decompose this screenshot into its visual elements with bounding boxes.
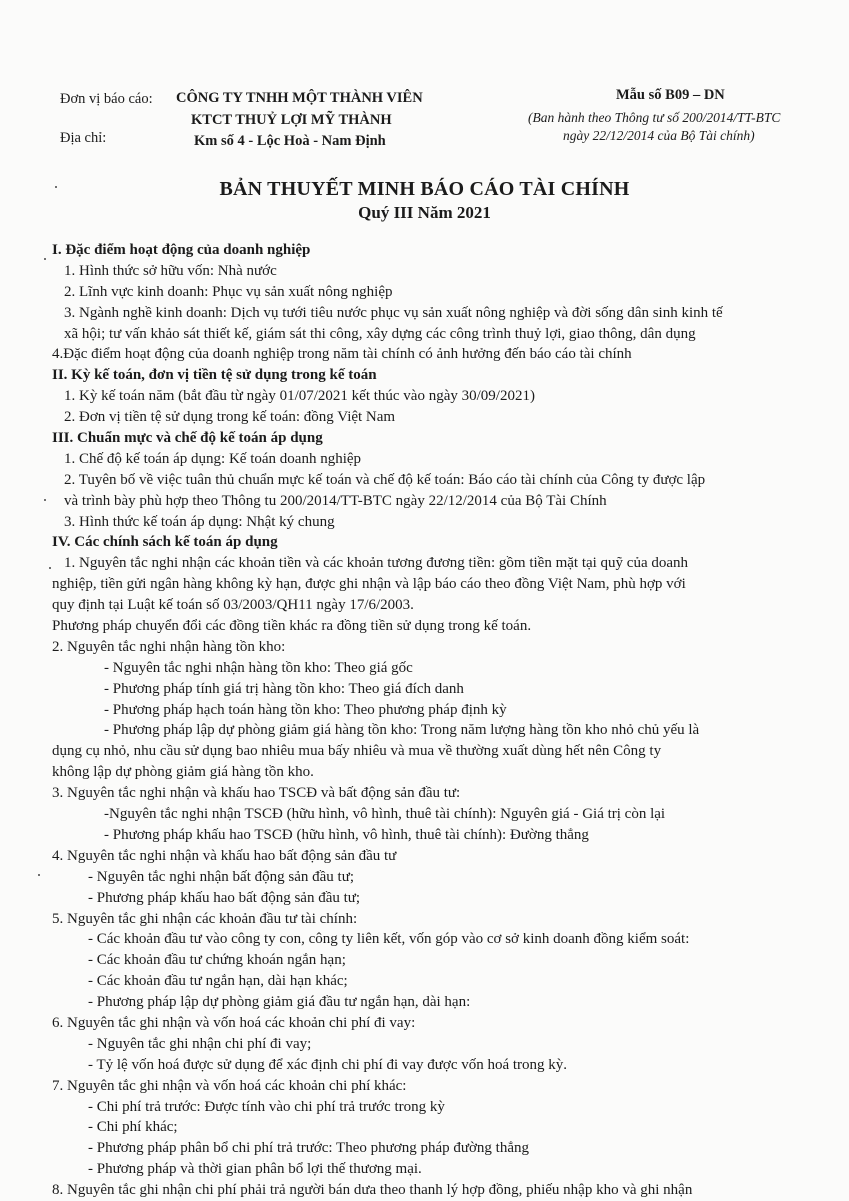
body-line: -Nguyên tắc nghi nhận TSCĐ (hữu hình, vô hình, thuê tài chính): Nguyên giá - Giá trị còn lại xyxy=(104,806,666,823)
body-line: 1. Nguyên tắc nghi nhận các khoản tiền và các khoản tương đương tiền: gồm tiền mặt tại quỹ của doanh xyxy=(64,555,689,572)
body-line: xã hội; tư vấn khảo sát thiết kế, giám sát thi công, xây dựng các công trình thuỷ lợi, giao thông, dân dụng xyxy=(64,325,696,342)
address-label: Địa chỉ: xyxy=(60,130,107,146)
issued-note-line2: ngày 22/12/2014 của Bộ Tài chính) xyxy=(563,128,755,143)
section-heading: I. Đặc điểm hoạt động của doanh nghiệp xyxy=(52,242,311,258)
body-line: dụng cụ nhỏ, nhu cầu sử dụng bao nhiêu mua bấy nhiêu và mua về thường xuất dùng hết nên Công ty xyxy=(52,743,662,760)
issued-note-line1: (Ban hành theo Thông tư số 200/2014/TT-BTC xyxy=(528,110,781,125)
section-heading: IV. Các chính sách kế toán áp dụng xyxy=(52,534,278,551)
body-line: 3. Ngành nghề kinh doanh: Dịch vụ tưới tiêu nước phục vụ sản xuất nông nghiệp và đời sống dân sinh kinh tế xyxy=(64,304,723,321)
document-period: Quý III Năm 2021 xyxy=(358,203,491,222)
scan-speck xyxy=(44,258,46,260)
body-line: 1. Hình thức sở hữu vốn: Nhà nước xyxy=(64,262,277,279)
company-name-line1: CÔNG TY TNHH MỘT THÀNH VIÊN xyxy=(176,90,423,106)
body-line: - Phương pháp phân bổ chi phí trả trước: Theo phương pháp đường thẳng xyxy=(88,1140,529,1157)
body-line: - Phương pháp và thời gian phân bổ lợi thế thương mại. xyxy=(88,1161,422,1178)
body-line: - Phương pháp khấu hao bất động sản đầu tư; xyxy=(88,889,361,906)
document-body xyxy=(52,240,792,1201)
scan-speck xyxy=(38,874,40,876)
body-line: 3. Hình thức kế toán áp dụng: Nhật ký chung xyxy=(64,513,335,530)
section-heading: II. Kỳ kế toán, đơn vị tiền tệ sử dụng trong kế toán xyxy=(52,367,377,384)
body-line: - Phương pháp hạch toán hàng tồn kho: Theo phương pháp định kỳ xyxy=(104,701,507,718)
body-line: 1. Chế độ kế toán áp dụng: Kế toán doanh nghiệp xyxy=(64,450,362,467)
body-line: 3. Nguyên tắc nghi nhận và khấu hao TSCĐ và bất động sản đầu tư: xyxy=(52,785,461,802)
body-line: - Các khoản đầu tư ngắn hạn, dài hạn khác; xyxy=(88,973,348,990)
scan-speck xyxy=(49,567,51,569)
body-line: - Tỷ lệ vốn hoá được sử dụng để xác định chi phí đi vay được vốn hoá trong kỳ. xyxy=(88,1056,568,1073)
body-line: - Các khoản đầu tư chứng khoán ngắn hạn; xyxy=(88,952,346,969)
body-line: - Nguyên tắc nghi nhận bất động sản đầu tư; xyxy=(88,868,354,885)
body-line: 4. Nguyên tắc nghi nhận và khấu hao bất động sản đầu tư xyxy=(52,847,397,864)
body-line: - Chi phí khác; xyxy=(88,1119,178,1136)
body-line: 2. Tuyên bố về việc tuân thủ chuẩn mực kế toán và chế độ kế toán: Báo cáo tài chính của Công ty được lập xyxy=(64,471,706,488)
company-name-line2: KTCT THUỶ LỢI MỸ THÀNH xyxy=(191,112,392,128)
body-line: không lập dự phòng giảm giá hàng tồn kho. xyxy=(52,764,314,781)
scan-speck xyxy=(55,186,57,188)
body-line: Phương pháp chuyển đổi các đồng tiền khác ra đồng tiền sử dụng trong kế toán. xyxy=(52,618,532,635)
body-line: và trình bày phù hợp theo Thông tu 200/2014/TT-BTC ngày 22/12/2014 của Bộ Tài Chính xyxy=(64,492,607,509)
body-line: - Phương pháp lập dự phòng giảm giá đầu tư ngắn hạn, dài hạn: xyxy=(88,994,471,1011)
body-line: - Phương pháp lập dự phòng giảm giá hàng tồn kho: Trong năm lượng hàng tồn kho nhỏ chủ yếu là xyxy=(104,722,700,739)
body-line: 2. Đơn vị tiền tệ sử dụng trong kế toán: đồng Việt Nam xyxy=(64,409,396,426)
body-line: 6. Nguyên tắc ghi nhận và vốn hoá các khoản chi phí đi vay: xyxy=(52,1014,416,1031)
unit-label: Đơn vị báo cáo: xyxy=(60,91,153,107)
scan-speck xyxy=(44,499,46,501)
body-line: 8. Nguyên tắc ghi nhận chi phí phải trả người bán dưa theo thanh lý hợp đồng, phiếu nhập kho và ghi nhận xyxy=(52,1182,693,1199)
body-line: - Nguyên tắc ghi nhận chi phí đi vay; xyxy=(88,1035,312,1052)
section-heading: III. Chuẩn mực và chế độ kế toán áp dụng xyxy=(52,430,323,447)
body-line: 7. Nguyên tắc ghi nhận và vốn hoá các khoản chi phí khác: xyxy=(52,1077,407,1094)
document-title: BẢN THUYẾT MINH BÁO CÁO TÀI CHÍNH xyxy=(219,178,630,200)
body-line: - Phương pháp tính giá trị hàng tồn kho: Theo giá đích danh xyxy=(104,680,464,697)
body-line: 5. Nguyên tắc ghi nhận các khoản đầu tư tài chính: xyxy=(52,910,358,927)
body-line: quy định tại Luật kế toán số 03/2003/QH11 ngày 17/6/2003. xyxy=(52,597,414,614)
body-line: 4.Đặc điểm hoạt động của doanh nghiệp trong năm tài chính có ảnh hưởng đến báo cáo tài chính xyxy=(52,346,632,363)
body-line: - Nguyên tắc nghi nhận hàng tồn kho: Theo giá gốc xyxy=(104,659,413,676)
address-value: Km số 4 - Lộc Hoà - Nam Định xyxy=(194,133,386,149)
body-line: nghiệp, tiền gửi ngân hàng không kỳ hạn, được ghi nhận và lập báo cáo theo đồng Việt Nam, phù hợp với xyxy=(52,576,686,593)
body-line: 1. Kỳ kế toán năm (bắt đầu từ ngày 01/07/2021 kết thúc vào ngày 30/09/2021) xyxy=(64,388,535,405)
body-line: - Chi phí trả trước: Được tính vào chi phí trả trước trong kỳ xyxy=(88,1098,445,1115)
form-code: Mẫu số B09 – DN xyxy=(616,87,725,103)
body-line: 2. Nguyên tắc nghi nhận hàng tồn kho: xyxy=(52,638,286,655)
body-line: - Phương pháp khấu hao TSCĐ (hữu hình, vô hình, thuê tài chính): Đường thẳng xyxy=(104,826,589,843)
body-line: 2. Lĩnh vực kinh doanh: Phục vụ sản xuất nông nghiệp xyxy=(64,283,393,300)
body-line: - Các khoản đầu tư vào công ty con, công ty liên kết, vốn góp vào cơ sở kinh doanh đồng kiểm soát: xyxy=(88,931,690,948)
